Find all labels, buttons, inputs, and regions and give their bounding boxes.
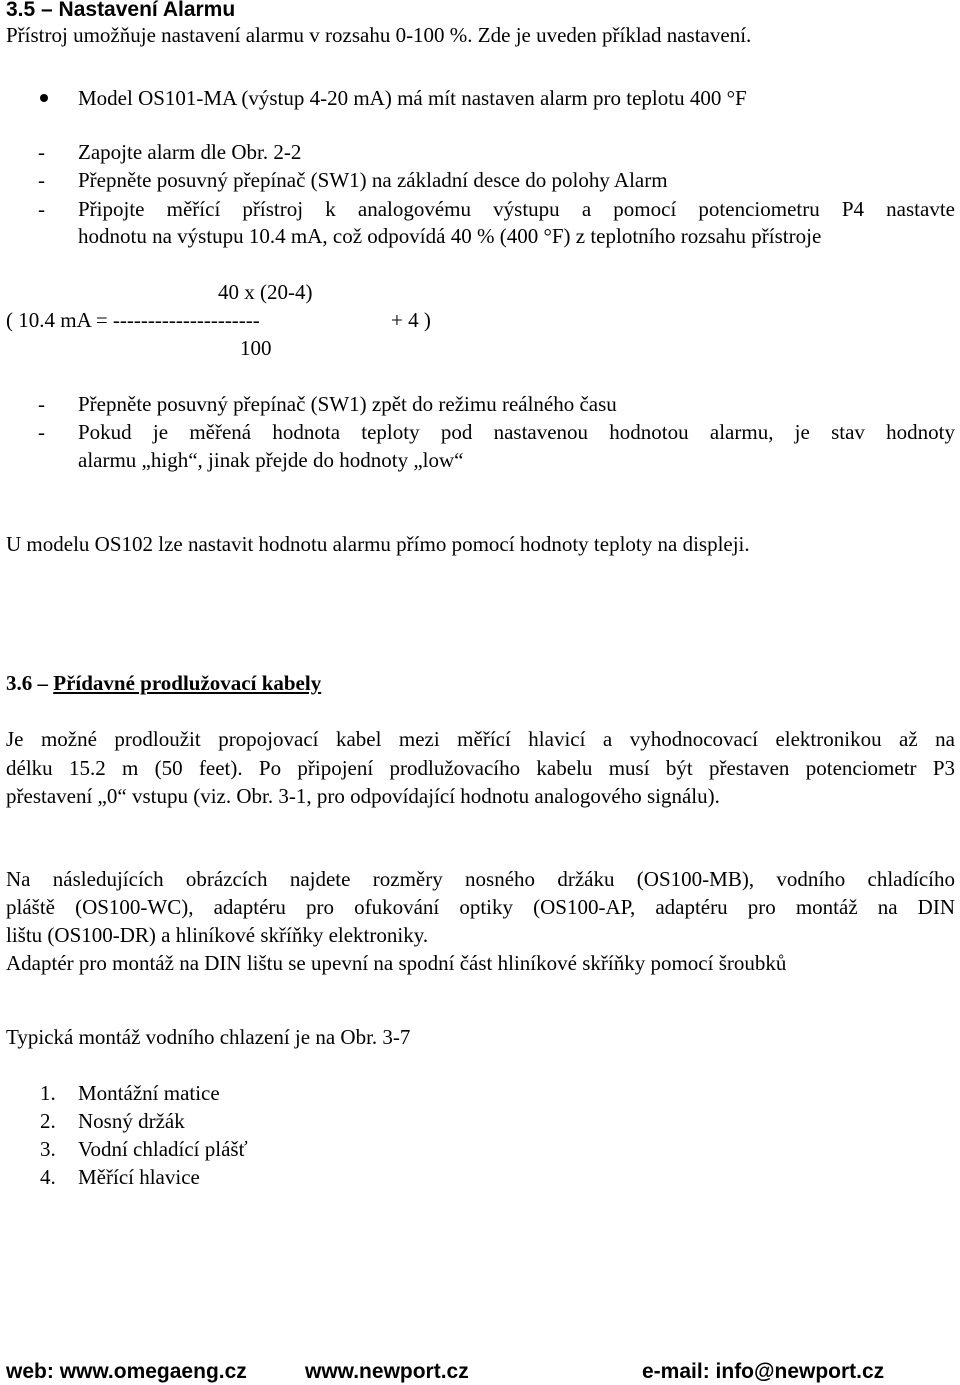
dash-icon: - — [38, 168, 45, 192]
dash-icon: - — [38, 392, 45, 416]
list-item-number: 2. — [40, 1109, 56, 1133]
list-item-number: 1. — [40, 1081, 56, 1105]
cables-para2-line2: pláště (OS100-WC), adaptéru pro ofukování optiky (OS100-AP, adaptéru pro montáž na DIN — [6, 895, 955, 919]
dash-icon: - — [38, 197, 45, 221]
dash-icon: - — [38, 140, 45, 164]
step-switch-alarm: Přepněte posuvný přepínač (SW1) na základní desce do polohy Alarm — [78, 168, 668, 192]
formula-left: ( 10.4 mA = --------------------- — [6, 308, 260, 332]
section-heading-cables-text: Přídavné prodlužovací kabely — [53, 671, 322, 695]
step-switch-back: Přepněte posuvný přepínač (SW1) zpět do režimu reálného času — [78, 392, 617, 416]
list-item-number: 4. — [40, 1165, 56, 1189]
cables-para2-line1: Na následujících obrázcích najdete rozměry nosného držáku (OS100-MB), vodního chladícího — [6, 867, 955, 891]
cables-para1-line3: přestavení „0“ vstupu (viz. Obr. 3-1, pro odpovídající hodnotu analogového signálu). — [6, 784, 720, 808]
list-item: Montážní matice — [78, 1081, 220, 1105]
formula-numerator: 40 x (20-4) — [218, 280, 313, 304]
formula-right: + 4 ) — [391, 308, 431, 332]
note-os102: U modelu OS102 lze nastavit hodnotu alarmu přímo pomocí hodnoty teploty na displeji. — [6, 532, 750, 556]
alarm-example-model: Model OS101-MA (výstup 4-20 mA) má mít nastaven alarm pro teplotu 400 °F — [78, 86, 747, 110]
list-item: Vodní chladící plášť — [78, 1137, 248, 1161]
cables-para2-line4: Adaptér pro montáž na DIN lištu se upevní na spodní část hliníkové skříňky pomocí šroubků — [6, 951, 787, 975]
list-item: Měřící hlavice — [78, 1165, 200, 1189]
cables-para1-line2: délku 15.2 m (50 feet). Po připojení prodlužovacího kabelu musí být přestaven potenciometr P3 — [6, 756, 955, 780]
footer-web-link-newport[interactable]: www.newport.cz — [305, 1360, 469, 1383]
step-alarm-state-cont: alarmu „high“, jinak přejde do hodnoty „low“ — [78, 448, 464, 472]
step-alarm-state: Pokud je měřená hodnota teploty pod nastavenou hodnotou alarmu, je stav hodnoty — [78, 420, 955, 444]
section-heading-cables — [6, 670, 321, 696]
footer-web — [6, 1360, 247, 1384]
alarm-intro: Přístroj umožňuje nastavení alarmu v rozsahu 0-100 %. Zde je uveden příklad nastavení. — [6, 23, 752, 47]
footer-email-link[interactable]: info@newport.cz — [715, 1360, 885, 1383]
step-connect-meter: Připojte měřící přístroj k analogovému výstupu a pomocí potenciometru P4 nastavte — [78, 197, 955, 221]
footer-email-label: e-mail: — [642, 1360, 710, 1383]
formula-denominator: 100 — [240, 336, 272, 360]
footer-web-label: web: — [6, 1360, 54, 1383]
cables-para2-line3: lištu (OS100-DR) a hliníkové skříňky elektroniky. — [6, 923, 429, 947]
list-item: Nosný držák — [78, 1109, 185, 1133]
step-connect-meter-cont: hodnotu na výstupu 10.4 mA, což odpovídá 40 % (400 °F) z teplotního rozsahu přístroje — [78, 224, 822, 248]
section-heading-cables-num: 3.6 – — [6, 671, 54, 695]
section-heading-alarm: 3.5 – Nastavení Alarmu — [6, 0, 236, 21]
footer-email — [642, 1360, 884, 1384]
typical-mount-text: Typická montáž vodního chlazení je na Obr. 3-7 — [6, 1025, 411, 1049]
cables-para1-line1: Je možné prodloužit propojovací kabel mezi měřící hlavicí a vyhodnocovací elektronikou až na — [6, 727, 955, 751]
footer-web-link-omegaeng[interactable]: www.omegaeng.cz — [59, 1360, 247, 1383]
dash-icon: - — [38, 420, 45, 444]
bullet-icon — [40, 94, 48, 102]
list-item-number: 3. — [40, 1137, 56, 1161]
step-connect-alarm: Zapojte alarm dle Obr. 2-2 — [78, 140, 302, 164]
